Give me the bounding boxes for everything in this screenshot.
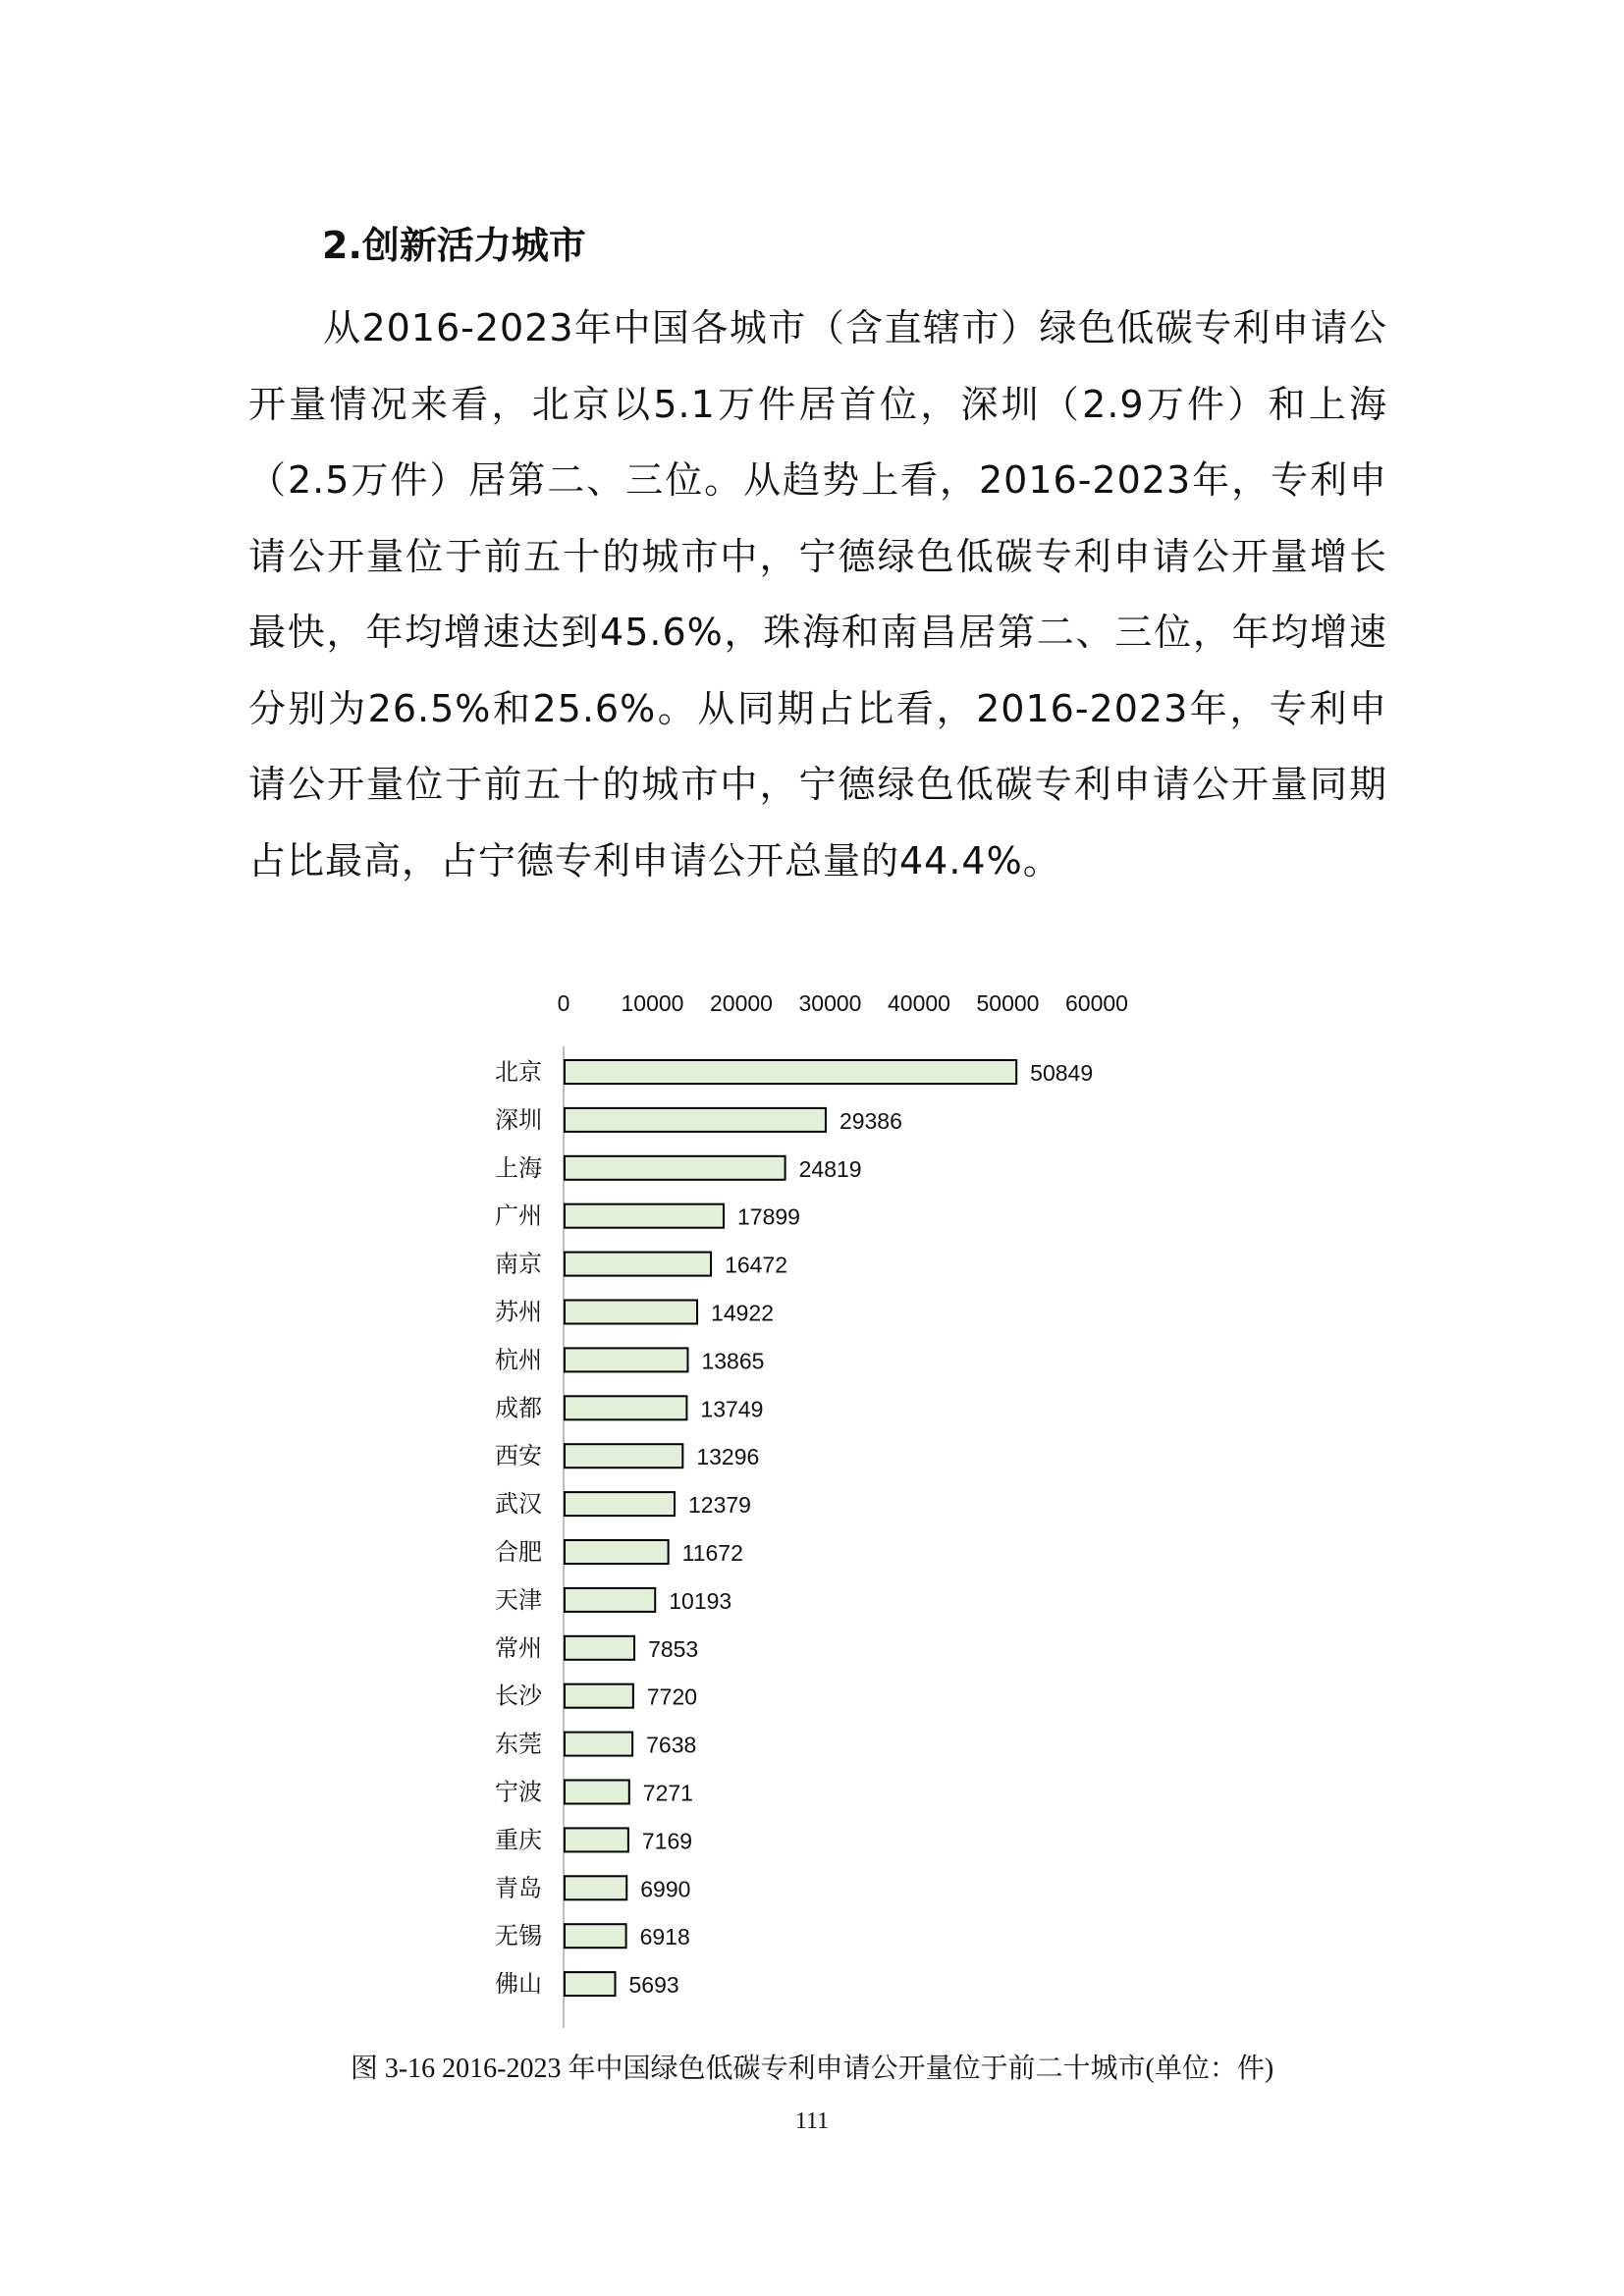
data-label: 17899 [736,1203,800,1230]
page-number: 111 [794,2109,830,2134]
category-label: 广州 [495,1202,542,1230]
x-tick-label: 40000 [888,990,950,1016]
bar [565,1204,724,1228]
bar [565,1301,697,1324]
bar [565,1636,634,1660]
bar [565,1540,669,1564]
bar [565,1588,655,1612]
x-tick-label: 50000 [976,990,1040,1016]
bar [565,1108,826,1132]
data-label: 13865 [701,1348,765,1374]
x-tick-label: 30000 [798,990,862,1016]
data-label: 10193 [669,1587,732,1614]
data-label: 5693 [628,1972,679,1999]
category-label: 上海 [495,1154,542,1182]
category-label: 武汉 [495,1491,542,1519]
category-label: 东莞 [495,1731,542,1758]
data-label: 13749 [700,1396,764,1422]
figure-caption: 图 3-16 2016-2023 年中国绿色低碳专利申请公开量位于前二十城市(单位：件) [350,2054,1274,2084]
data-label: 14922 [711,1300,775,1326]
category-label: 无锡 [495,1923,542,1950]
bar [565,1684,633,1708]
section-heading: 2.创新活力城市 [322,224,586,267]
bar [565,1060,1016,1084]
bar [565,1156,785,1180]
bar [565,1828,628,1851]
category-label: 杭州 [495,1347,542,1374]
data-label: 7638 [646,1732,697,1758]
data-label: 7853 [648,1635,699,1662]
data-label: 16472 [725,1252,788,1278]
bar [565,1444,682,1468]
category-label: 重庆 [495,1827,542,1854]
category-label: 成都 [495,1395,542,1422]
data-label: 24819 [798,1155,862,1182]
data-label: 12379 [688,1492,751,1519]
x-tick-label: 60000 [1065,990,1128,1016]
data-label: 7169 [641,1828,693,1854]
data-label: 50849 [1030,1060,1094,1086]
x-tick-label: 10000 [621,990,684,1016]
bar [565,1924,626,1948]
category-label: 天津 [495,1586,542,1614]
category-label: 青岛 [495,1875,542,1902]
data-label: 6918 [639,1924,690,1950]
category-label: 西安 [495,1443,542,1470]
data-label: 7720 [646,1683,698,1710]
category-label: 南京 [495,1251,542,1278]
data-label: 7271 [642,1780,693,1806]
x-tick-label: 20000 [710,990,773,1016]
bar [565,1781,629,1804]
bar [565,1492,675,1516]
category-label: 常州 [495,1634,542,1662]
bar [565,1348,687,1371]
category-label: 合肥 [495,1539,542,1566]
data-label: 29386 [839,1107,902,1134]
category-label: 宁波 [495,1779,542,1806]
x-tick-label: 0 [557,990,570,1016]
body-paragraph: 从2016-2023年中国各城市（含直辖市）绿色低碳专利申请公开量情况来看，北京以5.1万件居首位，深圳（2.9万件）和上海（2.5万件）居第二、三位。从趋势上看，2016-2023年，专利申请公开量位于前五十的城市中，宁德绿色低碳专利申请公开量增长最快，年均增速达到45.6%，珠海和南昌居第二、三位，年均增速分别为26.5%和25.6%。从同期占比看，2016-2023年，专利申请公开量位于前五十的城市中，宁德绿色低碳专利申请公开量同期占比最高，占宁德专利申请公开总量的44.4%。 [248,306,1387,882]
data-label: 11672 [681,1540,743,1566]
bar [565,1733,632,1756]
category-label: 长沙 [495,1682,542,1710]
bar [565,1396,686,1419]
category-label: 苏州 [495,1299,542,1326]
data-label: 6990 [640,1876,691,1902]
category-label: 深圳 [495,1106,542,1134]
bar [565,1876,626,1899]
data-label: 13296 [696,1444,760,1470]
bar [565,1253,711,1276]
category-label: 佛山 [495,1971,542,1999]
category-label: 北京 [495,1059,542,1086]
bar [565,1972,616,1996]
